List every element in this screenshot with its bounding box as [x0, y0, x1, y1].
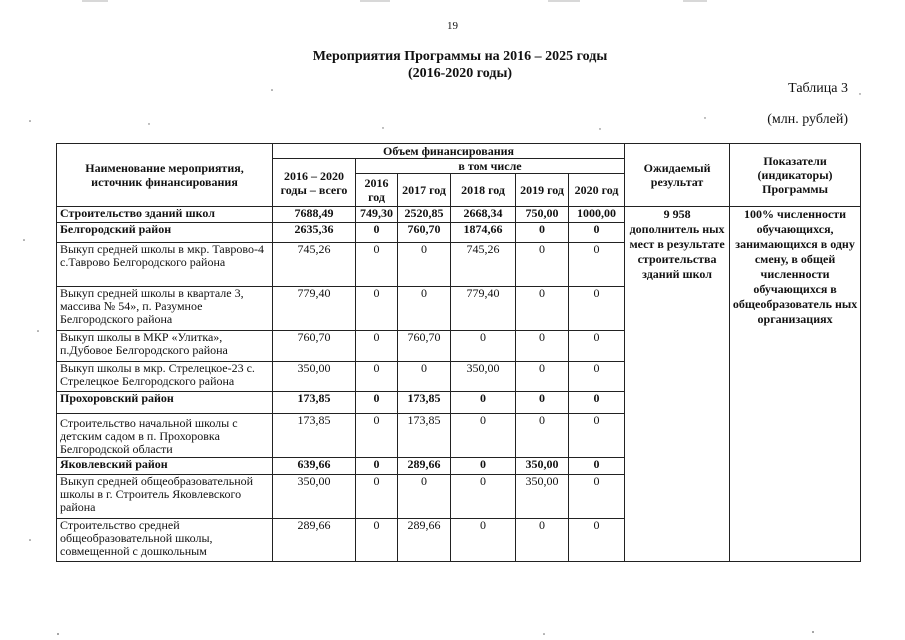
row-2019: 0 — [516, 331, 569, 362]
row-2016: 0 — [356, 475, 398, 519]
row-2018: 350,00 — [451, 362, 516, 392]
row-2018: 2668,34 — [451, 207, 516, 223]
row-2017: 760,70 — [398, 331, 451, 362]
title-line-1: Мероприятия Программы на 2016 – 2025 годы — [312, 49, 608, 64]
row-name: Выкуп средней общеобразовательной школы в г. Строитель Яковлевского района — [57, 475, 273, 519]
row-name: Прохоровский район — [57, 392, 273, 414]
row-total: 2635,36 — [273, 223, 356, 243]
row-2018: 745,26 — [451, 243, 516, 287]
row-2020: 0 — [569, 519, 625, 562]
header-year-2016: 2016 год — [356, 174, 398, 207]
indicators-cell: 100% численности обучающихся, занимающихся в одну смену, в общей численности обучающихся в общеобразователь ных организациях — [730, 207, 861, 562]
row-name: Строительство начальной школы с детским садом в п. Прохоровка Белгородской области — [57, 414, 273, 458]
row-total: 639,66 — [273, 458, 356, 475]
row-2020: 0 — [569, 458, 625, 475]
document-title — [0, 48, 905, 82]
row-2020: 1000,00 — [569, 207, 625, 223]
row-total: 779,40 — [273, 287, 356, 331]
row-2020: 0 — [569, 287, 625, 331]
row-2019: 0 — [516, 392, 569, 414]
row-2017: 760,70 — [398, 223, 451, 243]
row-2016: 0 — [356, 458, 398, 475]
header-year-2019: 2019 год — [516, 174, 569, 207]
row-2019: 750,00 — [516, 207, 569, 223]
row-2020: 0 — [569, 243, 625, 287]
row-2019: 0 — [516, 243, 569, 287]
row-2018: 779,40 — [451, 287, 516, 331]
row-2020: 0 — [569, 362, 625, 392]
row-2017: 0 — [398, 475, 451, 519]
units-label: (млн. рублей) — [767, 112, 848, 127]
row-name: Выкуп школы в МКР «Улитка», п.Дубовое Белгородского района — [57, 331, 273, 362]
header-year-2018: 2018 год — [451, 174, 516, 207]
row-2017: 0 — [398, 362, 451, 392]
row-2016: 0 — [356, 519, 398, 562]
row-total: 745,26 — [273, 243, 356, 287]
expected-result-cell: 9 958 дополнитель ных мест в результате строительства зданий школ — [625, 207, 730, 562]
header-expected-result: Ожидаемый результат — [625, 144, 730, 207]
row-2019: 0 — [516, 287, 569, 331]
row-2018: 0 — [451, 475, 516, 519]
row-name: Яковлевский район — [57, 458, 273, 475]
table-label: Таблица 3 — [788, 81, 848, 96]
header-year-2017: 2017 год — [398, 174, 451, 207]
row-2020: 0 — [569, 414, 625, 458]
row-2019: 350,00 — [516, 458, 569, 475]
row-2020: 0 — [569, 475, 625, 519]
row-2018: 0 — [451, 414, 516, 458]
row-2016: 0 — [356, 243, 398, 287]
row-2019: 0 — [516, 414, 569, 458]
row-name: Выкуп средней школы в мкр. Таврово-4 с.Таврово Белгородского района — [57, 243, 273, 287]
row-2019: 350,00 — [516, 475, 569, 519]
row-2016: 0 — [356, 223, 398, 243]
row-2018: 1874,66 — [451, 223, 516, 243]
row-2017: 289,66 — [398, 519, 451, 562]
header-year-2020: 2020 год — [569, 174, 625, 207]
row-2017: 2520,85 — [398, 207, 451, 223]
row-2020: 0 — [569, 223, 625, 243]
table-row — [57, 207, 861, 223]
header-name: Наименование мероприятия, источник финансирования — [57, 144, 273, 207]
row-2016: 0 — [356, 414, 398, 458]
row-name: Белгородский район — [57, 223, 273, 243]
row-2016: 0 — [356, 287, 398, 331]
row-total: 173,85 — [273, 392, 356, 414]
row-2019: 0 — [516, 362, 569, 392]
row-name: Строительство зданий школ — [57, 207, 273, 223]
row-name: Строительство средней общеобразовательной школы, совмещенной с дошкольным — [57, 519, 273, 562]
header-indicators: Показатели (индикаторы) Программы — [730, 144, 861, 207]
row-name: Выкуп школы в мкр. Стрелецкое-23 с. Стрелецкое Белгородского района — [57, 362, 273, 392]
row-total: 7688,49 — [273, 207, 356, 223]
row-total: 173,85 — [273, 414, 356, 458]
header-total: 2016 – 2020 годы – всего — [273, 159, 356, 207]
row-2019: 0 — [516, 519, 569, 562]
row-2016: 0 — [356, 362, 398, 392]
financing-table — [56, 143, 861, 562]
row-2018: 0 — [451, 519, 516, 562]
row-2018: 0 — [451, 331, 516, 362]
row-total: 350,00 — [273, 475, 356, 519]
header-including: в том числе — [356, 159, 625, 174]
row-total: 289,66 — [273, 519, 356, 562]
row-name: Выкуп средней школы в квартале 3, массива № 54», п. Разумное Белгородского района — [57, 287, 273, 331]
row-2017: 173,85 — [398, 392, 451, 414]
page-number: 19 — [447, 20, 458, 32]
header-funding-volume: Объем финансирования — [273, 144, 625, 159]
row-2016: 0 — [356, 331, 398, 362]
row-total: 760,70 — [273, 331, 356, 362]
row-2020: 0 — [569, 331, 625, 362]
row-2017: 0 — [398, 243, 451, 287]
row-2017: 289,66 — [398, 458, 451, 475]
row-2017: 173,85 — [398, 414, 451, 458]
row-2016: 0 — [356, 392, 398, 414]
row-2018: 0 — [451, 392, 516, 414]
row-2020: 0 — [569, 392, 625, 414]
row-2019: 0 — [516, 223, 569, 243]
title-line-2: (2016-2020 годы) — [407, 66, 513, 81]
row-2017: 0 — [398, 287, 451, 331]
row-total: 350,00 — [273, 362, 356, 392]
row-2018: 0 — [451, 458, 516, 475]
row-2016: 749,30 — [356, 207, 398, 223]
